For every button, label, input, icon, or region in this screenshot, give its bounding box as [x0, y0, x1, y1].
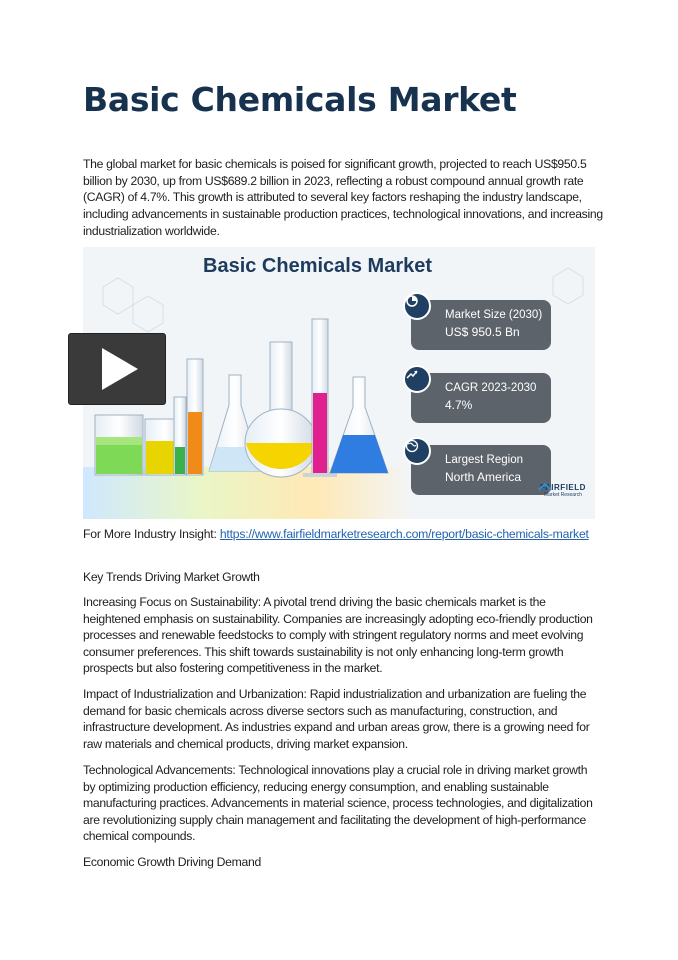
fairfield-logo — [538, 483, 588, 498]
cagr-card — [411, 373, 551, 423]
largest-region-label: Largest Region — [445, 454, 523, 466]
insight-line — [83, 526, 603, 543]
fairfield-logo-mark — [538, 483, 552, 491]
industrialization-paragraph: Impact of Industrialization and Urbanization: Rapid industrialization and urbanization are fueling the demand for basic chemicals across diverse sectors such as manufacturing, construction, and infrastructure development. As industries expand and urban areas grow, there is a growing need for raw materials and chemical products, driving market expansion. — [83, 687, 590, 751]
conical-flask-blue — [330, 377, 388, 473]
intro-paragraph: The global market for basic chemicals is poised for significant growth, projected to reach US$950.5 billion by 2030, up from US$689.2 billion in 2023, reflecting a robust compound annual growth rate (CAGR) of 4.7%. This growth is attributed to several key factors reshaping the industry landscape, including advancements in sustainable production practices, technological innovations, and increasing industrialization worldwide. — [83, 157, 603, 238]
play-icon — [102, 348, 138, 390]
test-tube-green — [174, 397, 186, 475]
market-size-card — [411, 300, 551, 350]
growth-chart-icon — [403, 365, 431, 393]
sustainability-paragraph: Increasing Focus on Sustainability: A pivotal trend driving the basic chemicals market is the heightened emphasis on sustainability. Companies are increasingly adopting eco-friendly production processes and renewable feedstocks to comply with stringent regulatory norms and meet evolving consumer preferences. This shift towards sustainability is not only enhancing long-term growth prospects but also fostering competitiveness in the market. — [83, 595, 593, 676]
technology-paragraph: Technological Advancements: Technological innovations play a crucial role in driving market growth by optimizing production efficiency, reducing energy consumption, and enabling sustainable manufacturing practices. Advancements in material science, process technologies, and digitalization are revolutionizing supply chain management and facilitating the development of high-performance chemical compounds. — [83, 763, 593, 844]
cagr-label: CAGR 2023-2030 — [445, 382, 537, 394]
test-tube-orange — [187, 359, 203, 475]
brand-subtitle: Market Research — [543, 492, 583, 498]
brand-name: FAIRFIELD — [540, 483, 586, 492]
insight-label: For More Industry Insight: — [83, 527, 217, 541]
largest-region-value: North America — [445, 470, 522, 484]
largest-region-card — [411, 445, 551, 495]
insight-link[interactable]: https://www.fairfieldmarketresearch.com/report/basic-chemicals-market — [219, 527, 589, 541]
market-size-value: US$ 950.5 Bn — [445, 325, 520, 339]
round-flask-yellow — [245, 342, 317, 477]
infographic-title: Basic Chemicals Market — [203, 255, 433, 277]
play-button[interactable] — [68, 333, 166, 405]
pie-chart-icon — [403, 292, 431, 320]
key-trends-heading: Key Trends Driving Market Growth — [83, 570, 260, 584]
globe-icon — [403, 437, 431, 465]
economic-growth-heading: Economic Growth Driving Demand — [83, 855, 261, 869]
page-title: Basic Chemicals Market — [83, 80, 517, 119]
cagr-value: 4.7% — [445, 398, 473, 412]
beaker-green — [95, 415, 143, 475]
market-size-label: Market Size (2030) — [445, 309, 543, 321]
